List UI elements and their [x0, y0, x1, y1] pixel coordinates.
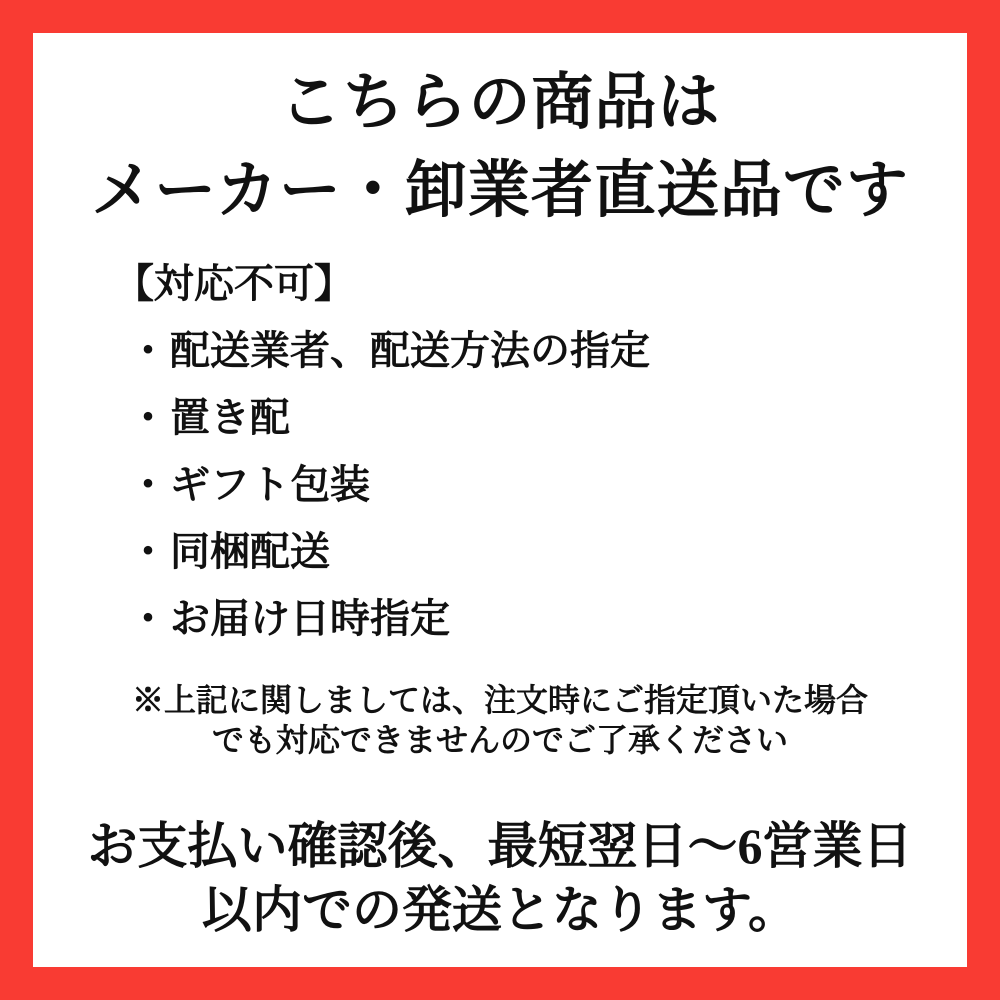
list-item-label: 同梱配送: [170, 529, 330, 574]
note-line-1: ※上記に関しましては、注文時にご指定頂いた場合: [131, 682, 868, 718]
unsupported-list: [114, 317, 967, 652]
unsupported-section: [33, 250, 967, 652]
title-line-1: こちらの商品は: [279, 69, 721, 137]
note-line-2: でも対応できませんのでご了承ください: [211, 722, 788, 758]
section-heading: 【対応不可】: [114, 261, 354, 306]
list-item: [114, 317, 967, 384]
list-item-label: 置き配: [170, 395, 290, 440]
shipping-info: [33, 814, 967, 942]
list-item: [114, 384, 967, 451]
list-item: [114, 518, 967, 585]
list-item: [114, 585, 967, 652]
page-title: [33, 59, 967, 235]
list-item: [114, 451, 967, 518]
bullet-icon: ・: [128, 462, 168, 507]
disclaimer-note: [33, 680, 967, 760]
bullet-icon: ・: [128, 596, 168, 641]
shipping-line-1: お支払い確認後、最短翌日〜6営業日: [87, 818, 913, 874]
list-item-label: お届け日時指定: [170, 596, 450, 641]
list-item-label: ギフト包装: [170, 462, 370, 507]
title-line-2: メーカー・卸業者直送品です: [91, 157, 909, 225]
bullet-icon: ・: [128, 395, 168, 440]
list-item-label: 配送業者、配送方法の指定: [170, 328, 650, 373]
bullet-icon: ・: [128, 529, 168, 574]
notice-panel: [33, 33, 967, 967]
shipping-line-2: 以内での発送となります。: [202, 882, 798, 938]
bullet-icon: ・: [128, 328, 168, 373]
